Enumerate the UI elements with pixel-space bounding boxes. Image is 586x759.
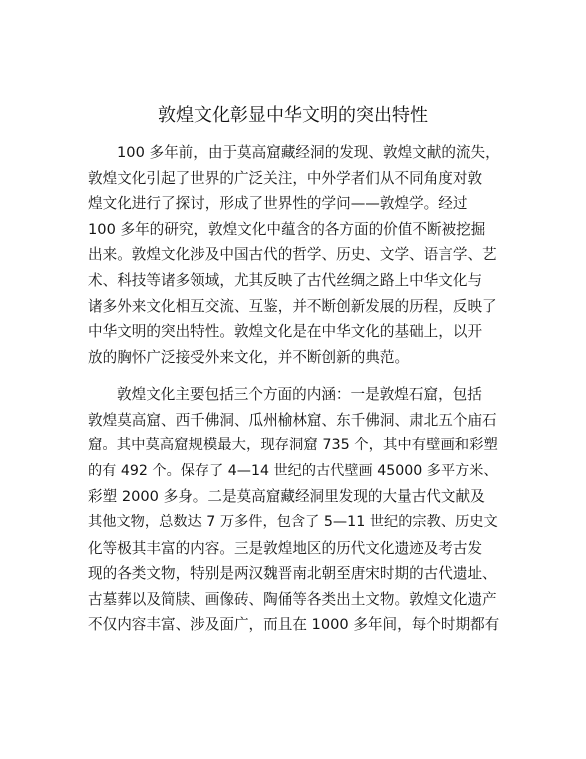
paragraph-line: 100 多年的研究，敦煌文化中蕴含的各方面的价值不断被挖掘 — [88, 220, 486, 238]
paragraph-line: 现的各类文物，特别是两汉魏晋南北朝至唐宋时期的古代遗址、 — [88, 565, 497, 583]
paragraph-line: 不仅内容丰富、涉及面广，而且在 1000 多年间，每个时期都有 — [88, 616, 500, 634]
paragraph-line: 窟。其中莫高窟规模最大，现存洞窟 735 个，其中有壁画和彩塑 — [88, 437, 498, 454]
paragraph-line: 的有 492 个。保存了 4—14 世纪的古代壁画 45000 多平方米、 — [88, 462, 498, 479]
paragraph-line: 诸多外来文化相互交流、互鉴，并不断创新发展的历程，反映了 — [88, 297, 497, 315]
paragraph-line: 敦煌文化引起了世界的广泛关注，中外学者们从不同角度对敦 — [88, 169, 483, 187]
paragraph-1 — [88, 140, 500, 370]
paragraph-line: 术、科技等诸多领域，尤其反映了古代丝绸之路上中华文化与 — [88, 271, 483, 289]
paragraph-line: 化等极其丰富的内容。三是敦煌地区的历代文化遗迹及考古发 — [88, 539, 483, 557]
paragraph-line: 彩塑 2000 多身。二是莫高窟藏经洞里发现的大量古代文献及 — [88, 488, 485, 506]
paragraph-line: 放的胸怀广泛接受外来文化，并不断创新的典范。 — [88, 348, 410, 366]
document-title: 敦煌文化彰显中华文明的突出特性 — [158, 105, 428, 126]
paragraph-2 — [88, 382, 500, 638]
paragraph-line: 古墓葬以及简牍、画像砖、陶俑等各类出土文物。敦煌文化遗产 — [88, 590, 497, 608]
paragraph-line: 煌文化进行了探讨，形成了世界性的学问——敦煌学。经过 — [88, 195, 468, 213]
paragraph-line: 出来。敦煌文化涉及中国古代的哲学、历史、文学、语言学、艺 — [88, 246, 497, 264]
paragraph-line: 敦煌文化主要包括三个方面的内涵：一是敦煌石窟，包括 — [117, 386, 482, 403]
paragraph-line: 敦煌莫高窟、西千佛洞、瓜州榆林窟、东千佛洞、肃北五个庙石 — [88, 411, 497, 429]
paragraph-line: 100 多年前，由于莫高窟藏经洞的发现、敦煌文献的流失， — [117, 144, 500, 161]
paragraph-line: 其他文物，总数达 7 万多件，包含了 5—11 世纪的宗教、历史文 — [88, 513, 498, 530]
paragraph-line: 中华文明的突出特性。敦煌文化是在中华文化的基础上，以开 — [88, 323, 483, 341]
